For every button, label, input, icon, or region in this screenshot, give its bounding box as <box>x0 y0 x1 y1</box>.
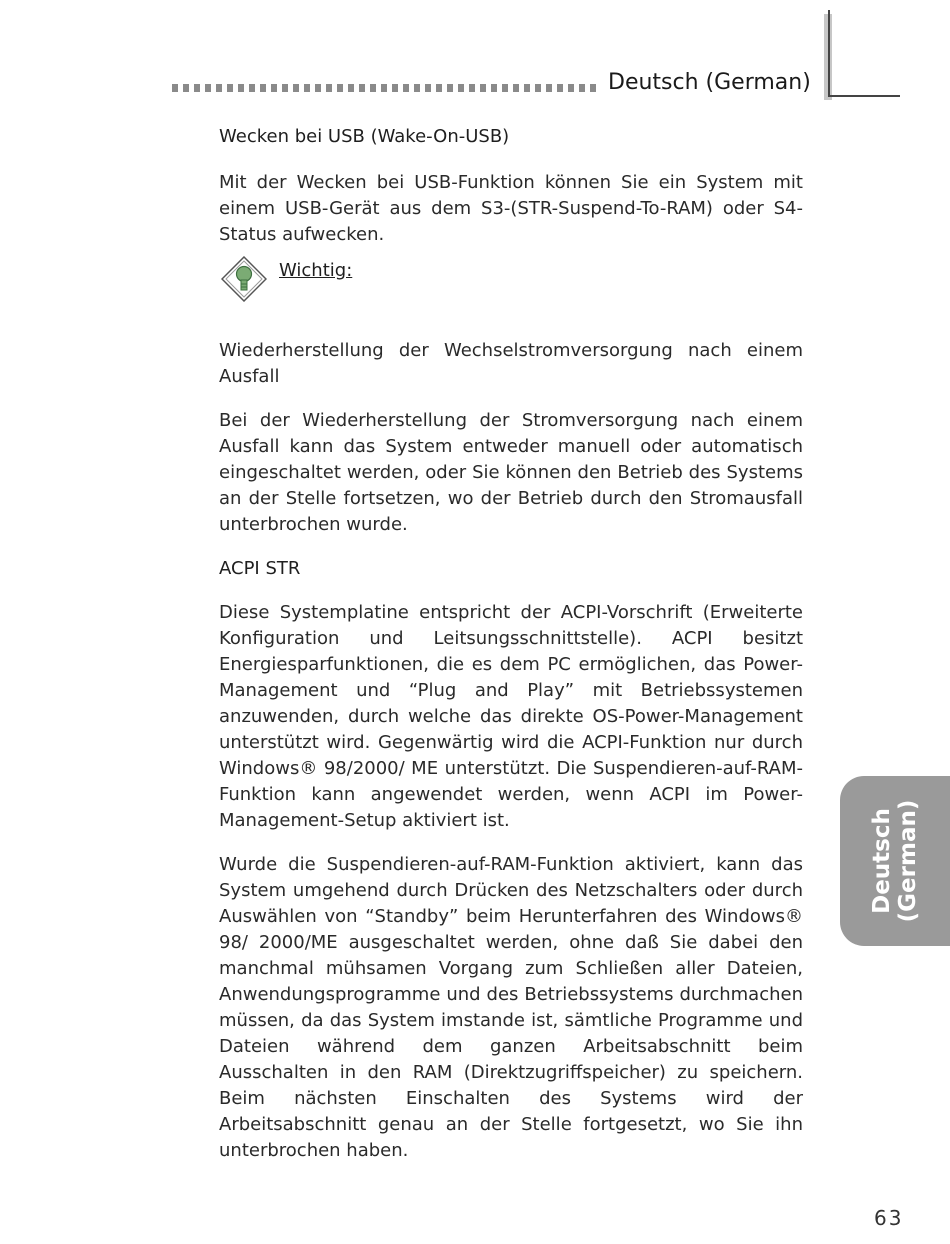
section-paragraph-acpi-str-2: Wurde die Suspendieren-auf-RAM-Funktion aktiviert, kann das System umgehend durch Drücken des Netzschalters oder durch Auswählen von “Standby” beim Herunterfahren des Windows® 98/ 2000/ME ausgeschaltet werden, ohne daß Sie dabei den manchmal mühsamen Vorgang zum Schließen aller Dateien, Anwendungsprogramme und des Betriebssystems durchmachen müssen, da das System imstande ist, sämtliche Programme und Dateien während dem ganzen Arbeitsabschnitt beim Ausschalten in den RAM (Direktzugriffspeicher) zu speichern. Beim nächsten Einschalten des Systems wird der Arbeitsabschnitt genau an der Stelle fortgesetzt, wo Sie ihn unterbrochen haben. <box>219 854 803 1161</box>
important-note <box>219 248 803 338</box>
side-tab-line1: Deutsch <box>869 808 895 914</box>
corner-mark-horizontal <box>828 95 900 97</box>
section-heading-wake-usb: Wecken bei USB (Wake-On-USB) <box>219 126 510 147</box>
section-paragraph-wake-usb: Mit der Wecken bei USB-Funktion können Sie ein System mit einem USB-Gerät aus dem S3-(STR-Suspend-To-RAM) oder S4-Status aufwecken. <box>219 172 803 245</box>
header-dot-rule <box>172 84 596 92</box>
page-content <box>219 124 803 1164</box>
section-paragraph-ac-power: Bei der Wiederherstellung der Stromversorgung nach einem Ausfall kann das System entweder manuell oder automatisch eingeschaltet werden, oder Sie können den Betrieb des Systems an der Stelle fortsetzen, wo der Betrieb durch den Stromausfall unterbrochen wurde. <box>219 410 803 535</box>
header-title: Deutsch (German) <box>608 70 811 95</box>
language-side-tab <box>840 776 950 946</box>
corner-mark-vertical <box>828 10 830 96</box>
page-number: 63 <box>874 1206 904 1230</box>
lightbulb-diamond-icon <box>221 256 267 302</box>
important-label: Wichtig: <box>279 260 353 281</box>
side-tab-line2: (German) <box>895 799 921 923</box>
section-heading-ac-power: Wiederherstellung der Wechselstromversorgung nach einem Ausfall <box>219 340 803 387</box>
section-heading-acpi-str: ACPI STR <box>219 558 301 579</box>
side-tab-text <box>869 800 921 923</box>
section-paragraph-acpi-str-1: Diese Systemplatine entspricht der ACPI-Vorschrift (Erweiterte Konfiguration und Leitsungsschnittstelle). ACPI besitzt Energiesparfunktionen, die es dem PC ermöglichen, das Power-Management und “Plug and Play” mit Betriebssystemen anzuwenden, durch welche das direkte OS-Power-Management unterstützt wird. Gegenwärtig wird die ACPI-Funktion nur durch Windows® 98/2000/ ME unterstützt. Die Suspendieren-auf-RAM-Funktion kann angewendet werden, wenn ACPI im Power-Management-Setup aktiviert ist. <box>219 602 803 831</box>
